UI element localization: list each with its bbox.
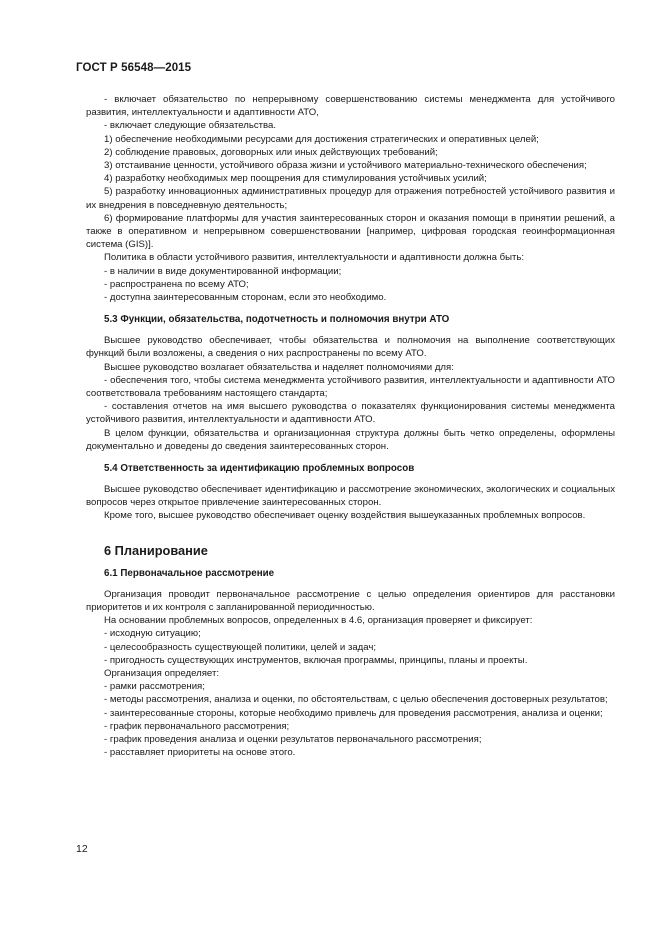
paragraph: - включает обязательство по непрерывному совершенствованию системы менеджмента для устойчивого развития, интеллектуальности и адаптивности АТО, <box>86 94 615 119</box>
section-heading-5-4: 5.4 Ответственность за идентификацию проблемных вопросов <box>104 463 415 475</box>
document-header: ГОСТ Р 56548—2015 <box>76 62 192 74</box>
paragraph: - распространена по всему АТО; <box>104 278 249 290</box>
paragraph: - рамки рассмотрения; <box>104 681 205 693</box>
paragraph: Кроме того, высшее руководство обеспечивает оценку воздействия вышеуказанных проблемных вопросов. <box>104 510 586 522</box>
paragraph: 6) формирование платформы для участия заинтересованных сторон и оказания помощи в принятии решений, а также в оперативном и непрерывном совершенствовании [например, цифровая городская геоинформационная система (GIS)]. <box>86 212 615 251</box>
paragraph: - составления отчетов на имя высшего руководства о показателях функционирования системы менеджмента устойчивого развития, интеллектуальности и адаптивности АТО. <box>86 401 615 426</box>
paragraph: - заинтересованные стороны, которые необходимо привлечь для проведения рассмотрения, анализа и оценки; <box>104 707 603 719</box>
section-heading-6: 6 Планирование <box>104 542 208 558</box>
paragraph: - расставляет приоритеты на основе этого. <box>104 747 296 759</box>
paragraph: - в наличии в виде документированной информации; <box>104 265 342 277</box>
intro-block <box>86 93 615 304</box>
section-5-4-body <box>86 483 615 523</box>
paragraph: 5) разработку инновационных административных процедур для отражения потребностей устойчивого развития и их внедрения в повседневную деятельность; <box>86 186 615 211</box>
section-heading-5-3: 5.3 Функции, обязательства, подотчетность и полномочия внутри АТО <box>104 314 450 326</box>
paragraph: На основании проблемных вопросов, определенных в 4.6, организация проверяет и фиксирует: <box>104 615 533 627</box>
section-5-3-body <box>86 334 615 453</box>
paragraph: 3) отстаивание ценности, устойчивого образа жизни и устойчивого материально-технического обеспечения; <box>104 160 587 172</box>
section-heading-6-1: 6.1 Первоначальное рассмотрение <box>104 567 275 579</box>
paragraph: Высшее руководство возлагает обязательства и наделяет полномочиями для: <box>104 361 454 373</box>
paragraph: - исходную ситуацию; <box>104 628 201 640</box>
paragraph: - целесообразность существующей политики, целей и задач; <box>104 641 377 653</box>
paragraph: - методы рассмотрения, анализа и оценки, по обстоятельствам, с целью обеспечения достоверных результатов; <box>104 694 608 706</box>
paragraph: - доступна заинтересованным сторонам, если это необходимо. <box>104 292 387 304</box>
paragraph: 4) разработку необходимых мер поощрения для стимулирования устойчивых усилий; <box>104 173 487 185</box>
paragraph: - график проведения анализа и оценки результатов первоначального рассмотрения; <box>104 733 482 745</box>
paragraph: 1) обеспечение необходимыми ресурсами для достижения стратегических и оперативных целей; <box>104 133 539 145</box>
paragraph: - график первоначального рассмотрения; <box>104 720 290 732</box>
paragraph: 2) соблюдение правовых, договорных или иных действующих требований; <box>104 146 438 158</box>
paragraph: - включает следующие обязательства. <box>104 120 277 132</box>
page-body <box>86 93 615 759</box>
paragraph: Политика в области устойчивого развития, интеллектуальности и адаптивности должна быть: <box>104 252 525 264</box>
paragraph: Организация проводит первоначальное рассмотрение с целью определения ориентиров для расстановки приоритетов и их контроля с запланированной периодичностью. <box>86 588 615 613</box>
paragraph: В целом функции, обязательства и организационная структура должны быть четко определены, оформлены документально и доведены до сведения заинтересованных сторон. <box>86 427 615 452</box>
paragraph: Высшее руководство обеспечивает идентификацию и рассмотрение экономических, экологических и социальных вопросов через открытое привлечение заинтересованных сторон. <box>86 484 615 509</box>
paragraph: Организация определяет: <box>104 667 220 679</box>
paragraph: Высшее руководство обеспечивает, чтобы обязательства и полномочия на выполнение соответствующих функций были возложены, а сведения о них распространены по всему АТО. <box>86 335 615 360</box>
paragraph: - обеспечения того, чтобы система менеджмента устойчивого развития, интеллектуальности и адаптивности АТО соответствовала требованиям настоящего стандарта; <box>86 374 615 400</box>
section-6-1-body <box>86 588 615 760</box>
paragraph: - пригодность существующих инструментов, включая программы, принципы, планы и проекты. <box>104 654 528 666</box>
page-number: 12 <box>76 843 88 855</box>
